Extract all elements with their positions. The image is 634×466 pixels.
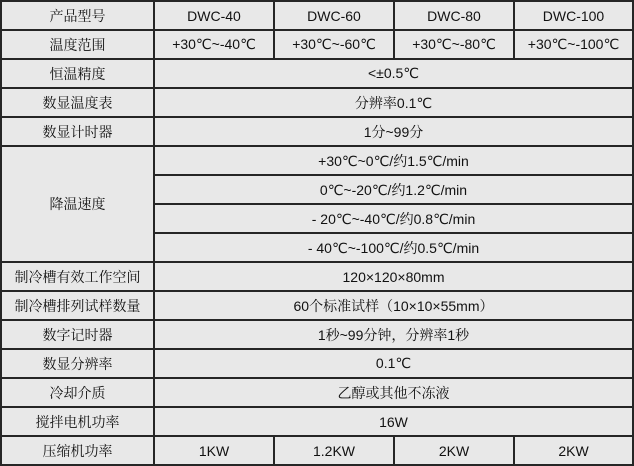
row-label-accuracy: 恒温精度 (1, 59, 154, 88)
temp-range-cell-2: +30℃~-60℃ (274, 30, 394, 59)
row-label-temp-display: 数显温度表 (1, 88, 154, 117)
compressor-cell-4: 2KW (514, 436, 633, 465)
table-row-accuracy (1, 59, 633, 88)
table-row-temp-display (1, 88, 633, 117)
row-label-stir-motor: 搅拌电机功率 (1, 407, 154, 436)
temp-range-cell-3: +30℃~-80℃ (394, 30, 514, 59)
table-row-cooling-rate-1 (1, 146, 633, 175)
timer-value: 1分~99分 (154, 117, 633, 146)
row-label-digital-timer: 数字记时器 (1, 320, 154, 349)
work-space-value: 120×120×80mm (154, 262, 633, 291)
compressor-cell-3: 2KW (394, 436, 514, 465)
row-label-sample-capacity: 制冷槽排列试样数量 (1, 291, 154, 320)
table-row-compressor (1, 436, 633, 465)
row-label-cooling-rate: 降温速度 (1, 146, 154, 262)
table-row-sample-capacity (1, 291, 633, 320)
table-row-stir-motor (1, 407, 633, 436)
row-label-temp-range: 温度范围 (1, 30, 154, 59)
model-cell-2: DWC-60 (274, 1, 394, 30)
row-label-display-resolution: 数显分辨率 (1, 349, 154, 378)
temp-display-value: 分辨率0.1℃ (154, 88, 633, 117)
digital-timer-value: 1秒~99分钟，分辨率1秒 (154, 320, 633, 349)
coolant-value: 乙醇或其他不冻液 (154, 378, 633, 407)
compressor-cell-2: 1.2KW (274, 436, 394, 465)
model-cell-4: DWC-100 (514, 1, 633, 30)
row-label-compressor: 压缩机功率 (1, 436, 154, 465)
model-cell-3: DWC-80 (394, 1, 514, 30)
table-row-work-space (1, 262, 633, 291)
model-cell-1: DWC-40 (154, 1, 274, 30)
stir-motor-value: 16W (154, 407, 633, 436)
row-label-timer: 数显计时器 (1, 117, 154, 146)
row-label-coolant: 冷却介质 (1, 378, 154, 407)
row-label-work-space: 制冷槽有效工作空间 (1, 262, 154, 291)
display-resolution-value: 0.1℃ (154, 349, 633, 378)
accuracy-value: <±0.5℃ (154, 59, 633, 88)
table-row-temp-range (1, 30, 633, 59)
row-label-model: 产品型号 (1, 1, 154, 30)
cooling-rate-value-2: 0℃~-20℃/约1.2℃/min (154, 175, 633, 204)
table-row-display-resolution (1, 349, 633, 378)
temp-range-cell-1: +30℃~-40℃ (154, 30, 274, 59)
table-row-timer (1, 117, 633, 146)
sample-capacity-value: 60个标准试样（10×10×55mm） (154, 291, 633, 320)
table-row-digital-timer (1, 320, 633, 349)
cooling-rate-value-3: - 20℃~-40℃/约0.8℃/min (154, 204, 633, 233)
cooling-rate-value-1: +30℃~0℃/约1.5℃/min (154, 146, 633, 175)
table-row-coolant (1, 378, 633, 407)
compressor-cell-1: 1KW (154, 436, 274, 465)
cooling-rate-value-4: - 40℃~-100℃/约0.5℃/min (154, 233, 633, 262)
temp-range-cell-4: +30℃~-100℃ (514, 30, 633, 59)
table-row-model (1, 1, 633, 30)
